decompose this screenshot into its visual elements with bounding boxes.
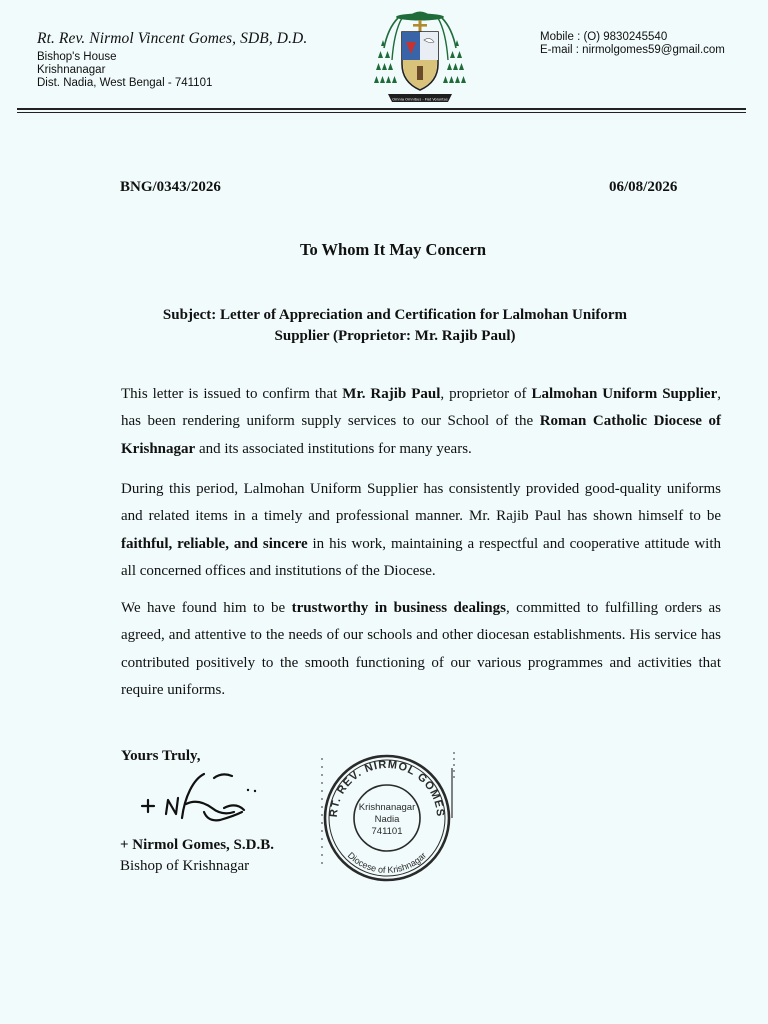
subject-line: Supplier (Proprietor: Mr. Rajib Paul) (274, 328, 516, 344)
bold-run: Lalmohan Uniform Supplier (531, 386, 718, 402)
stamp-center-line: Nadia (374, 814, 400, 825)
text-run: During this period, Lalmohan Uniform Supplier has consistently provided good-quality uniforms and related items in a timely and professional manner. Mr. Rajib Paul has shown himself to be (121, 481, 721, 525)
reference-number: BNG/0343/2026 (120, 179, 221, 195)
bold-run: faithful, reliable, and sincere (121, 535, 308, 552)
stamp-ring-top: RT. REV. NIRMOL GOMES (327, 758, 447, 818)
header-divider-thin (17, 112, 746, 113)
letter-subject (125, 305, 665, 347)
email-address: E-mail : nirmolgomes59@gmail.com (540, 44, 725, 56)
bold-run: Mr. Rajib Paul (342, 386, 441, 402)
stamp-ring-bottom: Diocese of Krishnagar (345, 850, 429, 876)
text-run: This letter is issued to confirm that (121, 386, 343, 402)
crest-motto: Omnia Omnibus - Fiat Voluntas (392, 97, 448, 102)
text-run: in his work, maintaining a respectful and cooperative attitude with all concerned offices and institutions of the Diocese. (121, 535, 721, 580)
bold-run: trustworthy in business dealings (291, 600, 506, 616)
closing-salutation: Yours Truly, (121, 748, 201, 764)
bold-run: Roman Catholic Diocese of Krishnagar (121, 413, 722, 457)
stamp-center-line: Krishnanagar (358, 802, 416, 813)
address-line: Dist. Nadia, West Bengal - 741101 (37, 77, 213, 89)
text-run: We have found him to be (121, 600, 292, 616)
letter-date: 06/08/2026 (609, 179, 678, 195)
paragraph-1 (121, 381, 721, 463)
address-line: Bishop's House (37, 51, 117, 63)
mobile-number: Mobile : (O) 9830245540 (540, 31, 668, 43)
letter-heading: To Whom It May Concern (299, 240, 487, 259)
svg-text:Diocese of Krishnagar (346, 850, 428, 875)
diocese-seal-stamp (312, 748, 462, 884)
text-run: and its associated institutions for many years. (195, 440, 472, 457)
paragraph-3 (121, 595, 721, 705)
signer-title: Bishop of Krishnagar (120, 858, 250, 874)
episcopal-crest-logo (372, 8, 468, 106)
text-run: , has been rendering uniform supply services to our School of the (121, 386, 721, 430)
handwritten-signature (138, 768, 268, 828)
header-divider (17, 108, 746, 110)
letterhead-contact (540, 31, 725, 57)
paragraph-2 (121, 476, 721, 586)
letterhead-sender (37, 30, 307, 90)
address-line: Krishnanagar (37, 64, 106, 76)
stamp-center-line: 741101 (371, 826, 403, 837)
sender-name: Rt. Rev. Nirmol Vincent Gomes, SDB, D.D. (37, 30, 308, 47)
text-run: , committed to fulfilling orders as agreed, and attentive to the needs of our schools and other diocesan establishments. His service has contributed positively to the smooth functioning of our various programmes and activities that require uniforms. (121, 600, 721, 699)
subject-line: Subject: Letter of Appreciation and Certification for Lalmohan Uniform (162, 307, 628, 323)
text-run: , proprietor of (440, 386, 532, 402)
sender-address (37, 51, 307, 90)
signer-name: + Nirmol Gomes, S.D.B. (120, 837, 274, 853)
